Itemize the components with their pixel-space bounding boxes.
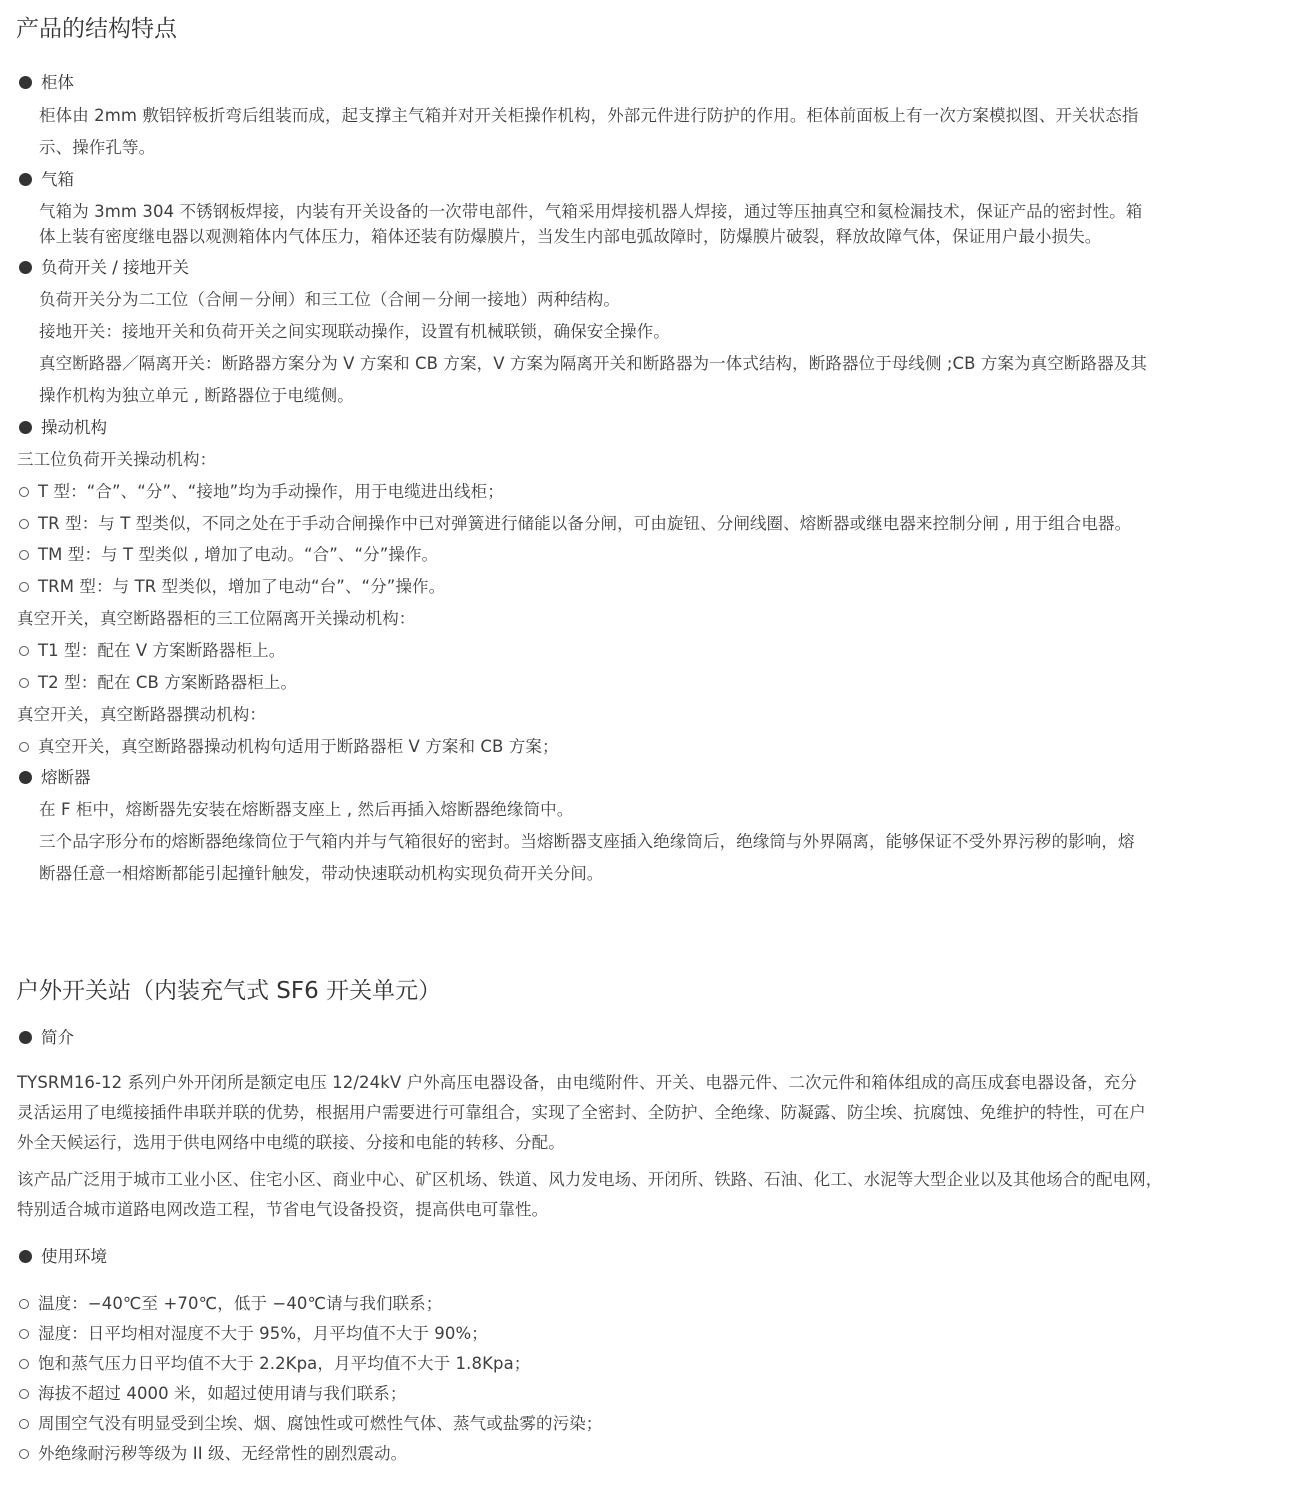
environment-item: 外绝缘耐污秽等级为 II 级、无经常性的剧烈震动。 <box>19 1444 407 1464</box>
bullet-circle-icon <box>19 1299 29 1309</box>
bullet-dot-icon <box>19 173 32 186</box>
bullet-circle-icon <box>19 582 29 592</box>
heading-operating-mechanism: 操动机构 <box>19 418 107 438</box>
section-title-structure: 产品的结构特点 <box>16 16 177 42</box>
intro-text-line: TYSRM16-12 系列户外开闭所是额定电压 12/24kV 户外高压电器设备，由电缆附件、开关、电器元件、二次元件和箱体组成的高压成套电器设备，充分 <box>17 1073 1138 1092</box>
bullet-dot-icon <box>19 76 32 89</box>
mechanism-item: TM 型：与 T 型类似 , 增加了电动。“合”、“分”操作。 <box>19 545 438 565</box>
environment-item: 饱和蒸气压力日平均值不大于 2.2Kpa，月平均值不大于 1.8Kpa； <box>19 1354 530 1374</box>
fuse-text-line: 断器任意一相熔断都能引起撞针触发，带动快速联动机构实现负荷开关分间。 <box>39 864 604 883</box>
mechanism-subheading: 真空开关，真空断路器撰动机构： <box>17 705 266 724</box>
mechanism-item: T2 型：配在 CB 方案断路器柜上。 <box>19 673 297 693</box>
bullet-circle-icon <box>19 1329 29 1339</box>
switch-text-line: 接地开关：接地开关和负荷开关之间实现联动操作，设置有机械联锁，确保安全操作。 <box>39 322 670 341</box>
heading-cabinet: 柜体 <box>19 73 74 93</box>
mechanism-item: TRM 型：与 TR 型类似，增加了电动“台”、“分”操作。 <box>19 577 445 597</box>
bullet-dot-icon <box>19 1250 32 1263</box>
bullet-circle-icon <box>19 678 29 688</box>
intro-text-line: 该产品广泛用于城市工业小区、住宅小区、商业中心、矿区机场、铁道、风力发电场、开闭所、铁路、石油、化工、水泥等大型企业以及其他场合的配电网， <box>17 1170 1163 1189</box>
bullet-circle-icon <box>19 1449 29 1459</box>
fuse-text-line: 三个品字形分布的熔断器绝缘筒位于气箱内并与气箱很好的密封。当熔断器支座插入绝缘筒后，绝缘筒与外界隔离，能够保证不受外界污秽的影响，熔 <box>39 832 1135 851</box>
bullet-circle-icon <box>19 1389 29 1399</box>
switch-text-line: 负荷开关分为二工位（合闸－分闸）和三工位（合闸－分闸一接地）两种结构。 <box>39 290 620 309</box>
bullet-circle-icon <box>19 550 29 560</box>
heading-introduction: 简介 <box>19 1028 74 1048</box>
gas-box-text-line: 体上装有密度继电器以观测箱体内气体压力，箱体还装有防爆膜片，当发生内部电弧故障时，防爆膜片破裂，释放故障气体，保证用户最小损失。 <box>39 227 1102 246</box>
cabinet-text-line: 示、操作孔等。 <box>39 138 156 157</box>
bullet-dot-icon <box>19 1031 32 1044</box>
bullet-dot-icon <box>19 771 32 784</box>
environment-item: 温度：−40℃至 +70℃，低于 −40℃请与我们联系； <box>19 1294 442 1314</box>
environment-item: 周围空气没有明显受到尘埃、烟、腐蚀性或可燃性气体、蒸气或盐雾的污染； <box>19 1414 602 1434</box>
heading-load-switch: 负荷开关 / 接地开关 <box>19 258 189 278</box>
switch-text-line: 操作机构为独立单元 , 断路器位于电缆侧。 <box>39 386 354 405</box>
mechanism-item: TR 型：与 T 型类似，不同之处在于手动合闸操作中已对弹簧进行储能以备分闸，可由旋钮、分闸线圈、熔断器或继电器来控制分闸 , 用于组合电器。 <box>19 514 1131 534</box>
bullet-dot-icon <box>19 421 32 434</box>
heading-gas-box: 气箱 <box>19 170 74 190</box>
environment-item: 海拔不超过 4000 米，如超过使用请与我们联系； <box>19 1384 406 1404</box>
mechanism-subheading: 三工位负荷开关操动机构： <box>17 450 217 469</box>
switch-text-line: 真空断路器／隔离开关：断路器方案分为 V 方案和 CB 方案，V 方案为隔离开关和断路器为一体式结构，断路器位于母线侧 ;CB 方案为真空断路器及其 <box>39 354 1147 373</box>
heading-fuse: 熔断器 <box>19 768 91 788</box>
gas-box-text-line: 气箱为 3mm 304 不锈钢板焊接，内装有开关设备的一次带电部件，气箱采用焊接机器人焊接，通过等压抽真空和氦检漏技术，保证产品的密封性。箱 <box>39 202 1143 221</box>
section-title-outdoor-station: 户外开关站（内装充气式 SF6 开关单元） <box>16 978 442 1004</box>
mechanism-item: T 型：“合”、“分”、“接地”均为手动操作，用于电缆进出线柜； <box>19 482 504 502</box>
bullet-dot-icon <box>19 261 32 274</box>
heading-environment: 使用环境 <box>19 1247 107 1267</box>
bullet-circle-icon <box>19 646 29 656</box>
intro-text-line: 灵活运用了电缆接插件串联并联的优势，根据用户需要进行可靠组合，实现了全密封、全防护、全绝缘、防凝露、防尘埃、抗腐蚀、免维护的特性，可在户 <box>17 1103 1146 1122</box>
fuse-text-line: 在 F 柜中，熔断器先安装在熔断器支座上 , 然后再插入熔断器绝缘筒中。 <box>39 800 574 819</box>
bullet-circle-icon <box>19 487 29 497</box>
bullet-circle-icon <box>19 519 29 529</box>
bullet-circle-icon <box>19 742 29 752</box>
mechanism-subheading: 真空开关，真空断路器柜的三工位隔离开关操动机构： <box>17 609 416 628</box>
environment-item: 湿度：日平均相对湿度不大于 95%，月平均值不大于 90%； <box>19 1324 488 1344</box>
mechanism-item: T1 型：配在 V 方案断路器柜上。 <box>19 641 285 661</box>
intro-text-line: 外全天候运行，选用于供电网络中电缆的联接、分接和电能的转移、分配。 <box>17 1133 565 1152</box>
bullet-circle-icon <box>19 1359 29 1369</box>
intro-text-line: 特别适合城市道路电网改造工程，节省电气设备投资，提高供电可靠性。 <box>17 1200 549 1219</box>
bullet-circle-icon <box>19 1419 29 1429</box>
mechanism-item: 真空开关，真空断路器操动机构句适用于断路器柜 V 方案和 CB 方案； <box>19 737 559 757</box>
cabinet-text-line: 柜体由 2mm 敷铝锌板折弯后组装而成，起支撑主气箱并对开关柜操作机构，外部元件进行防护的作用。柜体前面板上有一次方案模拟图、开关状态指 <box>39 106 1139 125</box>
